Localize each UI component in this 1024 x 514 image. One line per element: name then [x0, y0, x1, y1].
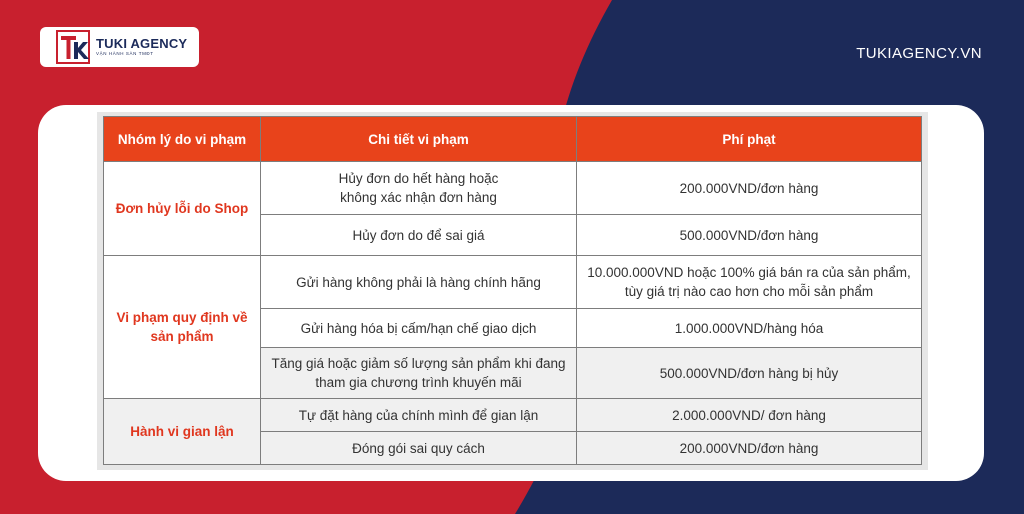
brand-name: TUKI AGENCY — [96, 36, 188, 51]
fine-cell: 10.000.000VND hoặc 100% giá bán ra của sản phẩm, tùy giá trị nào cao hơn cho mỗi sản phẩm — [577, 256, 922, 309]
group-cell: Đơn hủy lỗi do Shop — [104, 162, 261, 256]
brand-logo[interactable] — [40, 27, 199, 67]
detail-cell: Tự đặt hàng của chính mình để gian lận — [261, 399, 577, 432]
detail-cell: Gửi hàng hóa bị cấm/hạn chế giao dịch — [261, 309, 577, 348]
fine-cell: 500.000VND/đơn hàng — [577, 215, 922, 256]
site-url[interactable]: TUKIAGENCY.VN — [856, 45, 982, 62]
fine-cell: 200.000VND/đơn hàng — [577, 162, 922, 215]
detail-cell: Tăng giá hoặc giảm số lượng sản phẩm khi đang tham gia chương trình khuyến mãi — [261, 348, 577, 399]
header-group: Nhóm lý do vi phạm — [104, 117, 261, 162]
group-cell: Hành vi gian lận — [104, 399, 261, 465]
brand-tagline: VẬN HÀNH SÀN TMĐT — [96, 51, 154, 56]
fine-cell: 500.000VND/đơn hàng bị hủy — [577, 348, 922, 399]
detail-cell: Hủy đơn do hết hàng hoặc không xác nhận đơn hàng — [261, 162, 577, 215]
table-row — [104, 399, 922, 432]
penalty-table — [103, 116, 922, 465]
detail-cell: Gửi hàng không phải là hàng chính hãng — [261, 256, 577, 309]
table-row — [104, 256, 922, 309]
table-header-row — [104, 117, 922, 162]
fine-cell: 200.000VND/đơn hàng — [577, 432, 922, 465]
fine-cell: 2.000.000VND/ đơn hàng — [577, 399, 922, 432]
detail-cell: Hủy đơn do để sai giá — [261, 215, 577, 256]
group-cell: Vi phạm quy định về sản phẩm — [104, 256, 261, 399]
table-row — [104, 162, 922, 215]
detail-cell: Đóng gói sai quy cách — [261, 432, 577, 465]
header-fine: Phí phạt — [577, 117, 922, 162]
fine-cell: 1.000.000VND/hàng hóa — [577, 309, 922, 348]
tk-logo-icon — [56, 30, 90, 64]
header-detail: Chi tiết vi phạm — [261, 117, 577, 162]
